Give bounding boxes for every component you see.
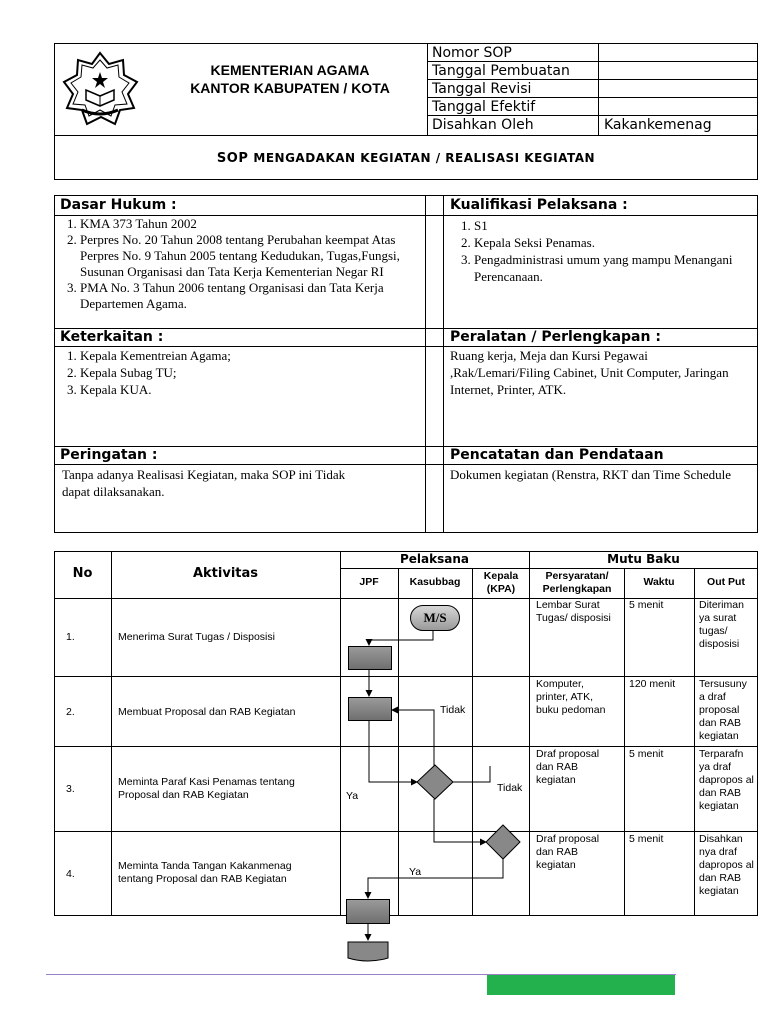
list-item: 1. Kepala Kementreian Agama; [80,347,418,364]
ministry-logo-icon [60,50,140,130]
row-line [54,831,758,832]
row-aktivitas: Membuat Proposal dan RAB Kegiatan [118,706,296,718]
info-label: Nomor SOP [432,45,512,61]
header-mutu-baku: Mutu Baku [607,552,680,566]
info-label: Disahkan Oleh [432,117,534,133]
row-output: Disahkan nya draf dapropos al dan RAB kegiatan [699,833,754,897]
row-persyaratan: Draf proposal dan RAB kegiatan [536,748,600,786]
footer-green-bar [487,975,675,995]
info-label: Tanggal Efektif [432,99,536,115]
dasar-hukum-list [62,216,418,312]
col-line [472,568,473,916]
info-row-pembuatan [428,62,757,80]
start-label: M/S [423,610,447,625]
sec-title-line-3 [54,464,758,465]
info-label: Tanggal Revisi [432,81,532,97]
row-persyaratan: Draf proposal dan RAB kegiatan [536,833,600,871]
process-box-3 [346,899,390,924]
peringatan-text: Tanpa adanya Realisasi Kegiatan, maka SOP ini Tidak dapat dilaksanakan. [62,467,346,499]
list-item: 2. Kepala Subag TU; [80,364,418,381]
info-value: Kakankemenag [604,117,712,133]
process-box-1 [348,646,392,670]
col-line [111,551,112,916]
header-kasubbag: Kasubbag [409,576,461,588]
col-line [340,551,341,916]
row-output: Tersusuny a draf proposal dan RAB kegiatan [699,678,747,742]
peralatan-text: Ruang kerja, Meja dan Kursi Pegawai ,Rak/Lemari/Filing Cabinet, Unit Computer, Jaringan Internet, Printer, ATK. [450,348,729,397]
header-kepala: Kepala (KPA) [483,570,519,595]
sop-title-text: MENGADAKAN KEGIATAN / REALISASI KEGIATAN [253,151,596,165]
row-no: 3. [66,783,75,795]
list-item: 3. Kepala KUA. [80,381,418,398]
sections-split-b [443,195,444,533]
row-no: 2. [66,706,75,718]
group-header-line [340,568,758,569]
label-tidak-2: Tidak [497,782,523,794]
process-box-2 [348,697,392,721]
row-waktu: 5 menit [629,748,664,760]
row-line [54,676,758,677]
row-persyaratan: Komputer, printer, ATK, buku pedoman [536,678,606,716]
label-ya-1: Ya [346,790,359,802]
peralatan-title: Peralatan / Perlengkapan : [450,329,661,345]
col-line [624,568,625,916]
list-item: 1. KMA 373 Tahun 2002 [80,216,418,232]
dasar-hukum-title: Dasar Hukum : [60,197,177,213]
pencatatan-text: Dokumen kegiatan (Renstra, RKT dan Time Schedule [450,467,732,482]
info-row-disahkan [428,116,757,134]
col-line [398,568,399,916]
row-aktivitas: Menerima Surat Tugas / Disposisi [118,631,275,643]
sop-title-prefix: SOP [216,151,254,166]
header-waktu: Waktu [643,576,675,588]
list-item: 3. PMA No. 3 Tahun 2006 tentang Organisasi dan Tata Kerja Departemen Agama. [80,280,418,312]
row-no: 1. [66,631,75,643]
list-item: 2. Kepala Seksi Penamas. [474,234,752,251]
col-line [694,568,695,916]
label-ya-2: Ya [409,866,422,878]
label-tidak-1: Tidak [440,704,466,716]
row-output: Diteriman ya surat tugas/ disposisi [699,599,744,650]
row-no: 4. [66,868,75,880]
header-persyaratan: Persyaratan/ Perlengkapan [542,570,612,595]
header-jpf: JPF [359,576,379,588]
header-output: Out Put [707,576,745,588]
org-line-1: KEMENTERIAN AGAMA [210,62,370,78]
row-waktu: 5 menit [629,599,664,611]
row-line [54,746,758,747]
list-item: 3. Pengadministrasi umum yang mampu Menangani Perencanaan. [474,251,752,285]
row-aktivitas: Meminta Paraf Kasi Penamas tentang Proposal dan RAB Kegiatan [118,776,295,801]
info-row-efektif [428,98,757,116]
org-line-2: KANTOR KABUPATEN / KOTA [190,80,390,96]
row-persyaratan: Lembar Surat Tugas/ disposisi [536,599,611,624]
list-item: 2. Perpres No. 20 Tahun 2008 tentang Perubahan keempat Atas Perpres No. 9 Tahun 2005 tentang Kedudukan, Tugas,Fungsi, Susunan Organisasi dan Tata Kerja Kementerian Negar RI [80,232,418,280]
info-row-revisi [428,80,757,98]
row-waktu: 120 menit [629,678,676,690]
keterkaitan-title: Keterkaitan : [60,329,164,345]
col-line [529,551,530,916]
sections-split-a [425,195,426,533]
list-item: 1. S1 [474,217,752,234]
ministry-logo [60,50,140,130]
end-terminator [348,942,388,961]
header-divider [54,135,758,136]
header-pelaksana: Pelaksana [399,552,469,566]
kualifikasi-title: Kualifikasi Pelaksana : [450,197,628,213]
header-no: No [72,566,93,581]
row-aktivitas: Meminta Tanda Tangan Kakanmenag tentang Proposal dan RAB Kegiatan [118,860,292,885]
info-row-nomor [428,44,757,62]
header-aktivitas: Aktivitas [192,566,259,581]
keterkaitan-list [62,347,418,398]
info-label: Tanggal Pembuatan [432,63,570,79]
sop-title [54,150,758,166]
row-waktu: 5 menit [629,833,664,845]
row-output: Terparafn ya draf dapropos al dan RAB kegiatan [699,748,754,812]
peringatan-title: Peringatan : [60,447,158,463]
kualifikasi-list [452,217,752,285]
pencatatan-title: Pencatatan dan Pendataan [450,447,664,463]
start-terminator [410,605,460,631]
